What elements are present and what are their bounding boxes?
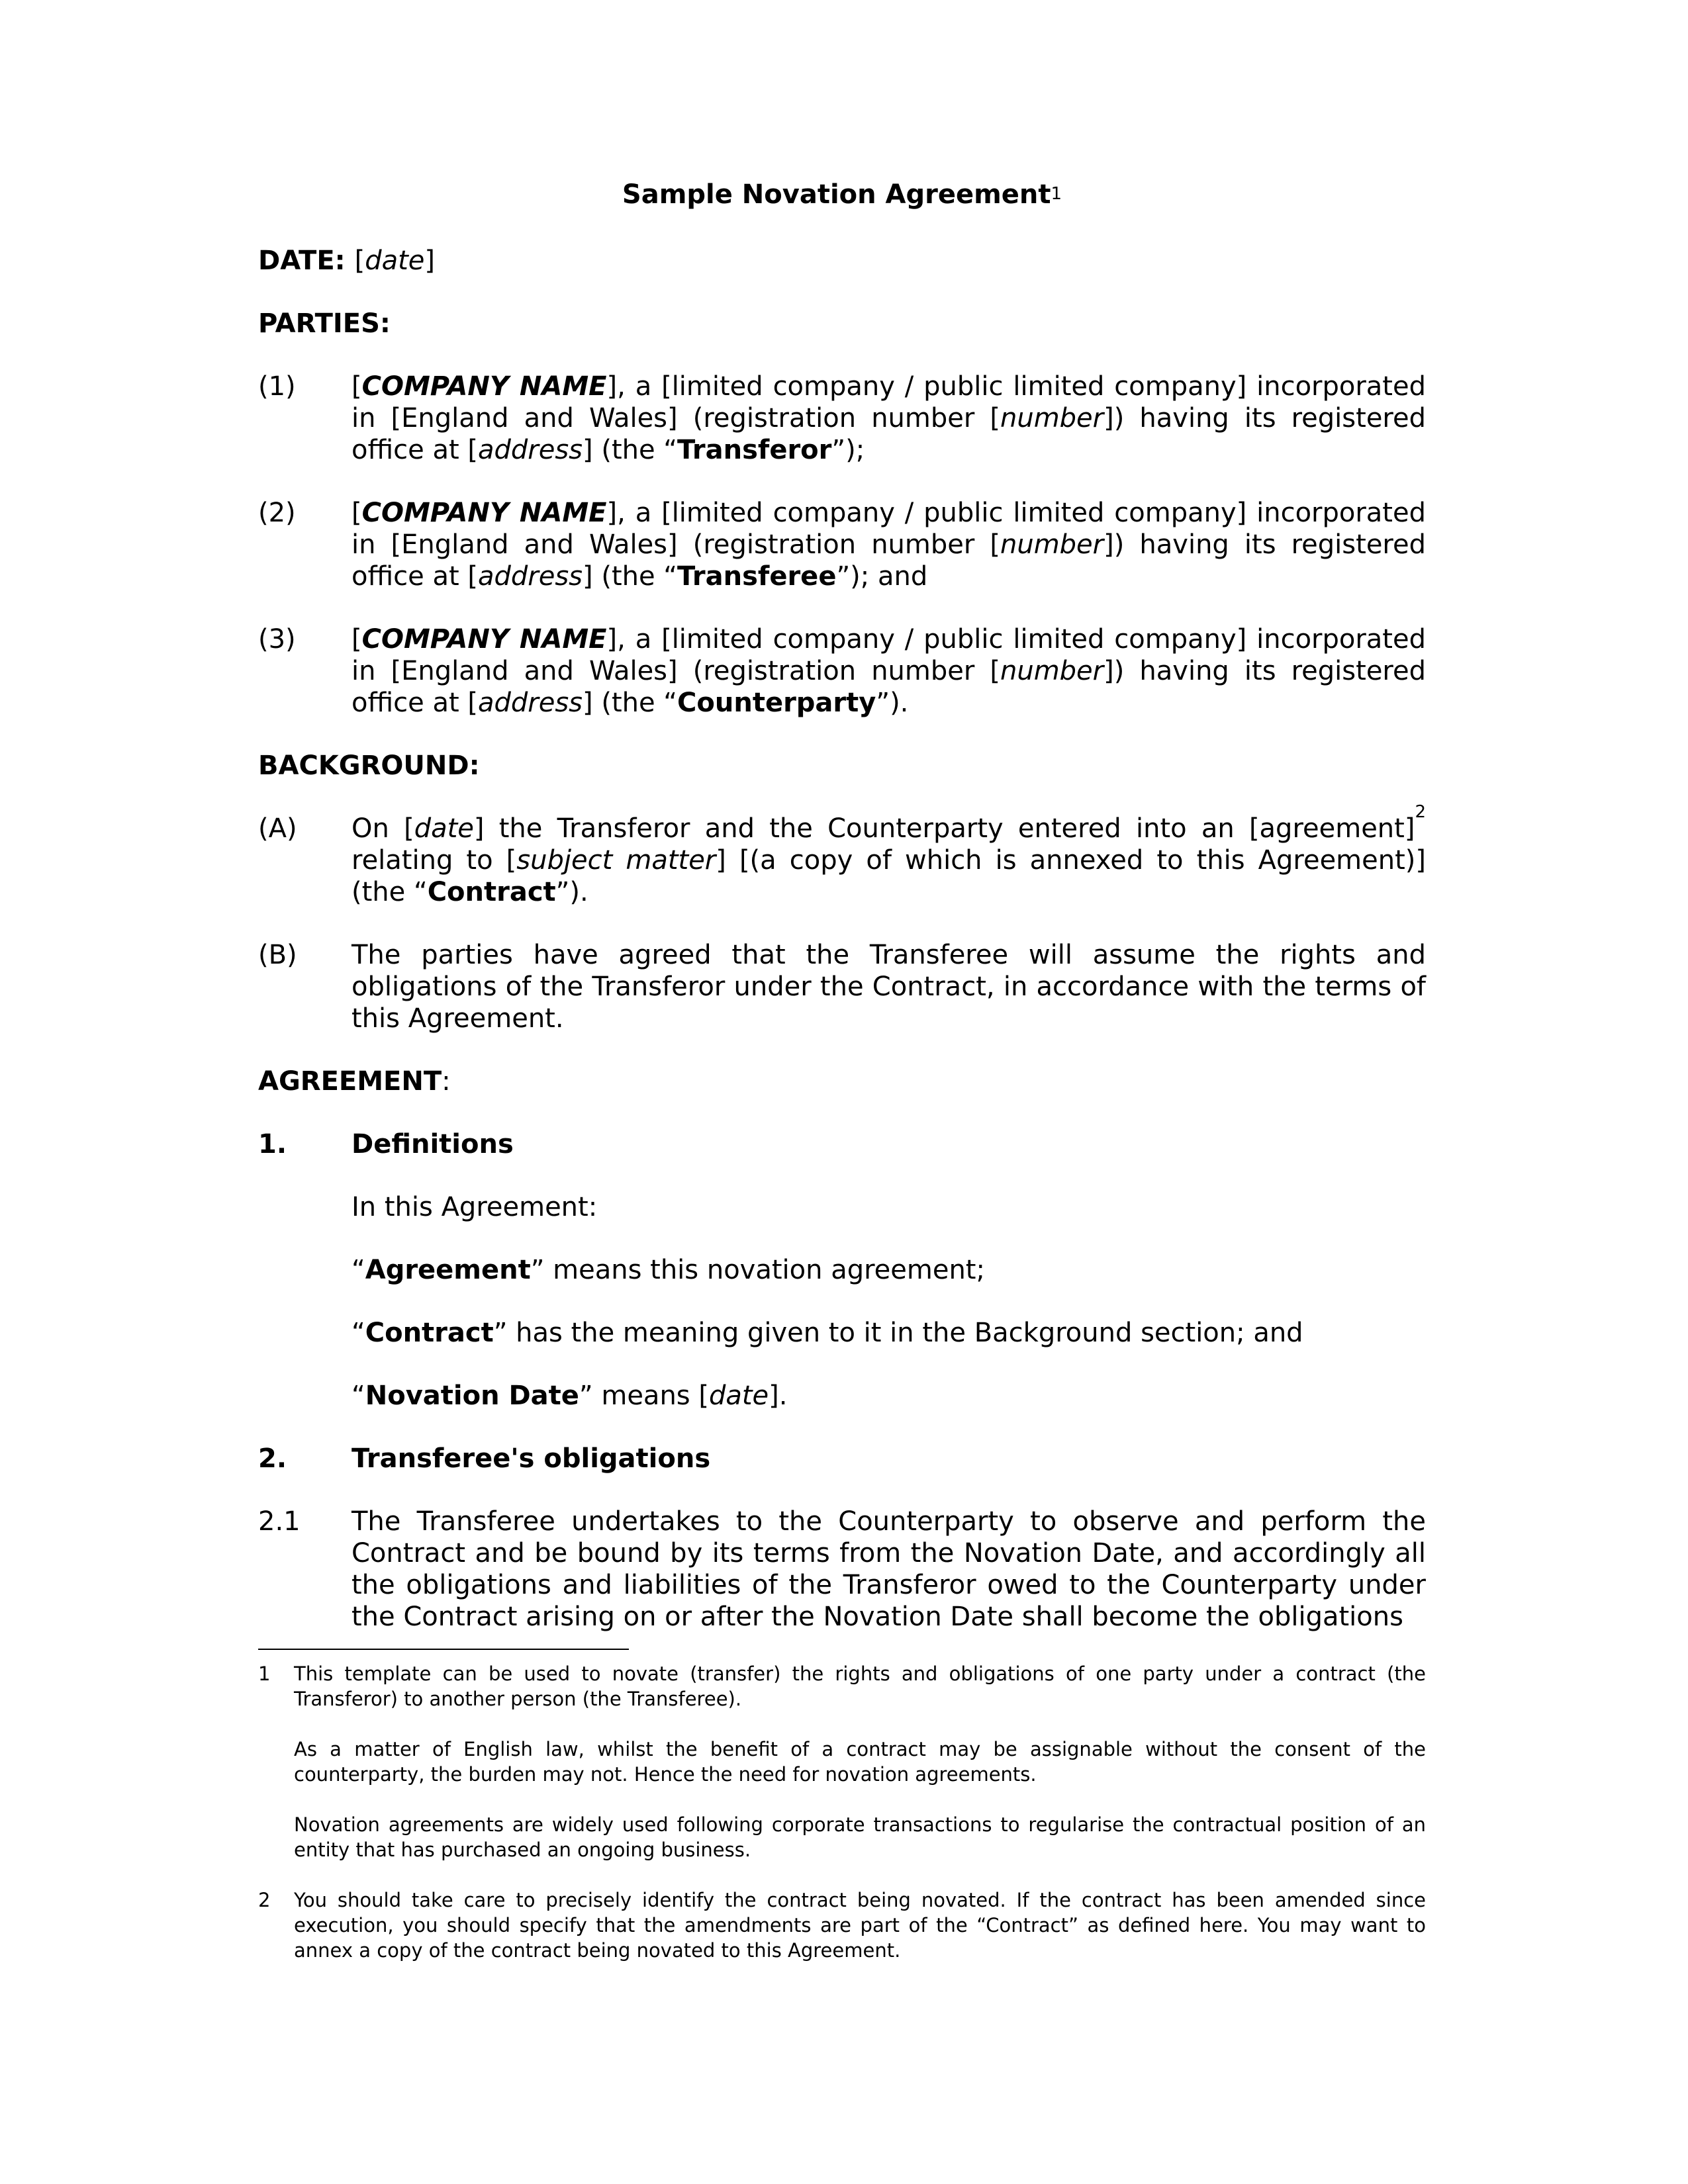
agreement-heading: AGREEMENT:	[258, 1066, 451, 1097]
footnote-number: 2	[258, 1889, 271, 1911]
footnote-ref-2[interactable]: 2	[1415, 801, 1426, 822]
footnote-paragraph: This template can be used to novate (transfer) the rights and obligations of one party under a contract (the Transferor) to another person (the Transferee).	[294, 1662, 1426, 1710]
date-line: DATE: [date]	[258, 246, 436, 276]
recital-letter: (B)	[258, 940, 297, 970]
recital-text: The parties have agreed that the Transferee will assume the rights and obligations of the Transferor under the Contract, in accordance with the terms of this Agreement.	[352, 940, 1426, 1034]
party-role: Transferor	[677, 435, 832, 465]
section-heading	[258, 1443, 1426, 1475]
section-heading	[258, 1128, 1426, 1160]
section-title: Definitions	[352, 1129, 514, 1160]
footnote-ref-1[interactable]: 1	[1051, 184, 1062, 204]
recital-item	[258, 939, 1426, 1034]
party-item	[258, 623, 1426, 719]
party-text: [COMPANY NAME], a [limited company / public limited company] incorporated in [England and Wales] (registration number [number]) having its registered office at [address] (the “Transferee”); and	[352, 498, 1426, 592]
party-item	[258, 497, 1426, 592]
document-title: Sample Novation Agreement$^1$	[622, 179, 1062, 210]
section-number: 1.	[258, 1129, 287, 1160]
party-number: (1)	[258, 371, 296, 402]
footnote-body	[294, 1888, 1426, 1963]
footnote-number: 1	[258, 1662, 271, 1685]
footnote-paragraph: As a matter of English law, whilst the benefit of a contract may be assignable without the consent of the counterparty, the burden may not. Hence the need for novation agreements.	[294, 1738, 1426, 1786]
footnote-paragraph: You should take care to precisely identify the contract being novated. If the contract has been amended since execution, you should specify that the amendments are part of the “Contract” as defined here. You may want to annex a copy of the contract being novated to this Agreement.	[294, 1889, 1426, 1962]
footnote-body	[294, 1661, 1426, 1862]
recital-item	[258, 801, 1426, 908]
footnote	[258, 1661, 1426, 1862]
footnote	[258, 1888, 1426, 1963]
section-number: 2.	[258, 1443, 287, 1474]
definitions-intro: In this Agreement:	[352, 1192, 598, 1222]
party-number: (2)	[258, 498, 296, 528]
party-number: (3)	[258, 624, 296, 655]
definition-item: “Novation Date” means [date].	[352, 1381, 788, 1411]
clause-item	[258, 1506, 1426, 1633]
party-text: [COMPANY NAME], a [limited company / public limited company] incorporated in [England and Wales] (registration number [number]) having its registered office at [address] (the “Counterparty”).	[352, 624, 1426, 718]
footnote-separator	[258, 1649, 629, 1650]
party-role: Counterparty	[677, 688, 876, 718]
parties-heading: PARTIES:	[258, 308, 391, 339]
footnote-paragraph: Novation agreements are widely used following corporate transactions to regularise the contractual position of an entity that has purchased an ongoing business.	[294, 1813, 1426, 1861]
section-title: Transferee's obligations	[352, 1443, 711, 1474]
definition-item: “Agreement” means this novation agreement;	[352, 1255, 985, 1285]
background-heading: BACKGROUND:	[258, 751, 480, 781]
document-body	[258, 179, 1426, 1664]
clause-text: The Transferee undertakes to the Counterparty to observe and perform the Contract and be bound by its terms from the Novation Date, and accordingly all the obligations and liabilities of the Transferor owed to the Counterparty under the Contract arising on or after the Novation Date shall become the obligations	[352, 1506, 1426, 1632]
recital-text: On [date] the Transferor and the Counterparty entered into an [agreement]$^2$ relating to [subject matter] [(a copy of which is annexed to this Agreement)] (the “Contract”).	[352, 801, 1426, 907]
clause-number: 2.1	[258, 1506, 301, 1537]
definition-item: “Contract” has the meaning given to it in the Background section; and	[352, 1318, 1303, 1348]
defined-term: Contract	[365, 1318, 494, 1348]
party-item	[258, 371, 1426, 466]
party-text: [COMPANY NAME], a [limited company / public limited company] incorporated in [England and Wales] (registration number [number]) having its registered office at [address] (the “Transferor”);	[352, 371, 1426, 465]
date-placeholder: date	[365, 246, 425, 276]
defined-term: Novation Date	[365, 1381, 579, 1411]
recital-letter: (A)	[258, 813, 297, 844]
defined-term: Agreement	[365, 1255, 531, 1285]
footnotes	[258, 1661, 1426, 1988]
party-role: Transferee	[677, 561, 837, 592]
